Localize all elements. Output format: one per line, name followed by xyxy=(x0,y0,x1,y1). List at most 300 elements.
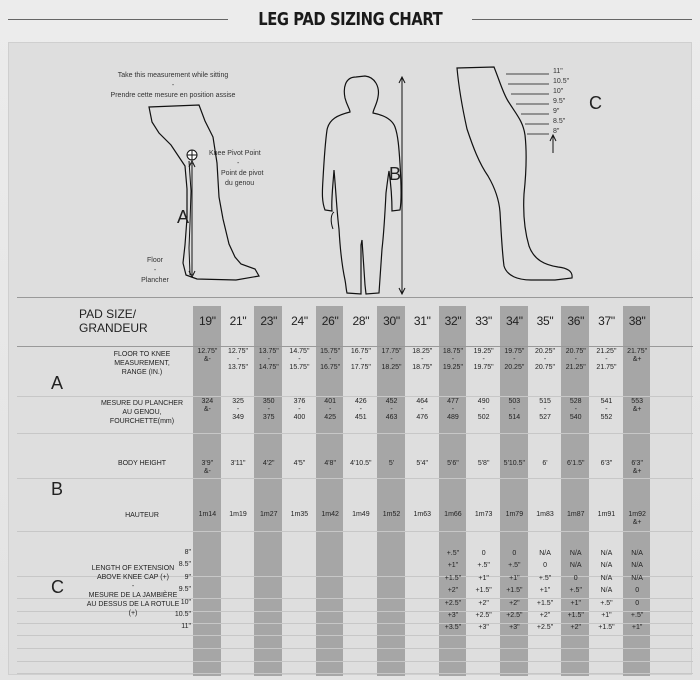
sitting-note-dash: - xyxy=(171,82,175,89)
hauteur-value-line: 1m49 xyxy=(352,511,370,518)
floor-dash: - xyxy=(153,267,157,274)
floor-knee-value-line: - xyxy=(574,356,577,363)
hauteur-value xyxy=(438,511,469,519)
plancher-value-line: - xyxy=(328,406,332,413)
plancher-value-line: - xyxy=(605,406,608,413)
size-label: 23" xyxy=(260,314,278,328)
knee-pivot-fr-1: Point de pivot xyxy=(221,170,264,177)
plancher-value-line: - xyxy=(421,406,424,413)
extension-value: N/A xyxy=(631,574,643,582)
floor-knee-value-line: 17.75" xyxy=(350,364,371,371)
hauteur-value-line: 1m87 xyxy=(566,511,585,518)
plancher-value-line: - xyxy=(359,406,363,413)
body-height-value-line: 6' xyxy=(542,460,548,467)
body-height-value xyxy=(346,460,377,468)
hauteur-value-line: 1m63 xyxy=(413,511,431,518)
size-label: 34" xyxy=(505,314,523,328)
table-rule xyxy=(17,396,693,397)
plancher-value-line: 489 xyxy=(447,414,459,421)
table-rule xyxy=(17,297,693,298)
floor-knee-value xyxy=(253,348,284,372)
floor-knee-value-line: 18.75" xyxy=(412,364,433,371)
floor-knee-value xyxy=(223,348,254,372)
plancher-label-line: FOURCHETTE(mm) xyxy=(109,418,175,425)
extension-value: +2.5" xyxy=(444,599,462,607)
plancher-value-line: 401 xyxy=(324,398,336,405)
plancher-value-line: 400 xyxy=(293,414,306,421)
size-label: 38" xyxy=(628,314,646,328)
hauteur-value xyxy=(346,511,377,519)
floor-knee-value-line: - xyxy=(298,356,301,363)
floor-knee-value-line: &+ xyxy=(632,356,642,363)
plancher-value xyxy=(253,398,284,422)
plancher-value xyxy=(530,398,561,422)
body-height-value xyxy=(468,460,499,468)
body-height-value xyxy=(192,460,223,476)
hauteur-value xyxy=(315,511,346,519)
extension-value: +1.5" xyxy=(536,599,554,607)
extension-value: 0 xyxy=(481,550,486,557)
extension-value: N/A xyxy=(600,562,613,570)
extension-value: N/A xyxy=(539,550,551,557)
pad-size-header-line: PAD SIZE/ xyxy=(79,307,137,321)
extension-value: +1.5" xyxy=(598,624,615,632)
hauteur-value xyxy=(192,511,223,519)
floor-knee-value-line: 21.75" xyxy=(596,364,617,371)
body-height-value-line: 4'2" xyxy=(262,460,275,467)
size-label: 24" xyxy=(291,314,308,328)
hauteur-value-line: 1m83 xyxy=(536,511,554,518)
extension-label-line: (+) xyxy=(128,610,138,617)
floor-knee-value-line: - xyxy=(451,356,455,363)
floor-fr: Plancher xyxy=(141,277,169,284)
plancher-value-line: 528 xyxy=(569,398,582,405)
table-rule xyxy=(17,478,693,479)
plancher-value xyxy=(499,398,530,422)
extension-row-label: 9.5" xyxy=(178,586,191,594)
extension-label-line: LENGTH OF EXTENSION xyxy=(91,565,175,572)
floor-knee-value-line: 18.25" xyxy=(381,364,402,371)
plancher-value xyxy=(438,398,469,422)
knee-pivot-fr-2: du genou xyxy=(225,180,255,187)
plancher-value-line: 349 xyxy=(232,414,244,421)
plancher-value xyxy=(223,398,254,422)
body-height-value-line: 6'3" xyxy=(631,460,643,467)
extension-row-label: 11" xyxy=(181,623,191,631)
plancher-value xyxy=(622,398,653,414)
extension-row-label: 9" xyxy=(184,573,191,581)
hauteur-value xyxy=(499,511,530,519)
hauteur-value xyxy=(253,511,284,519)
ext-tick-label-10-5: 10.5" xyxy=(553,78,570,85)
hauteur-value-line: 1m92 xyxy=(628,511,646,518)
table-rule xyxy=(17,433,693,434)
plancher-value-line: 324 xyxy=(201,398,214,405)
extension-label-line: MESURE DE LA JAMBIÈRE xyxy=(88,592,178,599)
table-rule xyxy=(17,648,693,649)
floor-knee-value xyxy=(284,348,315,372)
extension-value: +2" xyxy=(570,624,581,632)
plancher-value-line: 552 xyxy=(600,414,613,421)
extension-row-label: 8.5" xyxy=(178,561,191,569)
figure-letter-a: A xyxy=(177,207,190,227)
floor-knee-value-line: 19.25" xyxy=(442,364,463,371)
floor-knee-value-line: 14.75" xyxy=(258,364,279,371)
floor-to-knee-label xyxy=(87,350,197,377)
floor-knee-value xyxy=(622,348,653,364)
floor-en: Floor xyxy=(147,257,163,264)
extension-value: N/A xyxy=(600,550,613,557)
body-height-label: BODY HEIGHT xyxy=(117,460,167,467)
size-label: 31" xyxy=(413,314,431,328)
size-label: 33" xyxy=(475,314,492,328)
extension-value: +.5" xyxy=(477,562,490,570)
hauteur-value-line: 1m14 xyxy=(198,511,217,518)
floor-knee-value-line: 20.75" xyxy=(565,348,586,355)
body-height-value xyxy=(560,460,591,468)
body-height-value-line: &+ xyxy=(632,468,642,475)
plancher-label-line: MESURE DU PLANCHER xyxy=(100,400,184,407)
body-height-value xyxy=(223,460,254,468)
table-rule xyxy=(17,531,693,532)
plancher-value-line: 502 xyxy=(477,414,490,421)
body-height-value-line: 6'1.5" xyxy=(567,460,585,467)
plancher-value xyxy=(407,398,438,422)
ext-tick-label-11: 11" xyxy=(553,68,563,75)
plancher-value xyxy=(468,398,499,422)
figure-area xyxy=(9,43,693,303)
hauteur-value xyxy=(223,511,254,519)
plancher-value-line: 350 xyxy=(262,398,275,405)
plancher-value-line: - xyxy=(390,406,393,413)
floor-knee-value xyxy=(315,348,346,372)
hauteur-value xyxy=(284,511,315,519)
body-height-value-line: 4'5" xyxy=(293,460,306,467)
floor-knee-value-line: - xyxy=(513,356,516,363)
floor-knee-value xyxy=(560,348,591,372)
extension-value: +2" xyxy=(478,599,489,607)
body-height-value-line: 5'6" xyxy=(447,460,459,467)
table-rule xyxy=(17,635,693,636)
hauteur-value xyxy=(530,511,561,519)
size-label: 21" xyxy=(229,314,247,328)
plancher-value-line: 464 xyxy=(416,398,429,405)
plancher-value-line: 376 xyxy=(293,398,306,405)
hand-detail xyxy=(331,212,334,229)
table-rule xyxy=(17,661,693,662)
plancher-value-line: - xyxy=(543,406,547,413)
body-height-value-line: 5'8" xyxy=(477,460,490,467)
extension-value: +.5" xyxy=(446,550,460,557)
floor-knee-value xyxy=(438,348,469,372)
floor-knee-value xyxy=(407,348,438,372)
floor-to-knee-label-line: FLOOR TO KNEE xyxy=(113,351,171,358)
extension-label-line: AU DESSUS DE LA ROTULE xyxy=(86,601,180,608)
extension-value: N/A xyxy=(569,562,582,570)
body-height-value-line: 6'3" xyxy=(600,460,613,467)
extension-value: +1" xyxy=(478,574,489,582)
extension-value: +1.5" xyxy=(506,587,523,595)
body-height-value-line: 5'4" xyxy=(416,460,429,467)
floor-knee-value-line: 21.75" xyxy=(627,348,648,355)
floor-knee-value-line: 21.25" xyxy=(596,348,617,355)
floor-knee-value-line: 18.25" xyxy=(412,348,433,355)
floor-knee-value-line: 21.25" xyxy=(565,364,586,371)
plancher-value-line: 553 xyxy=(631,398,643,405)
plancher-label xyxy=(87,399,197,426)
title-rule-left xyxy=(8,19,228,20)
floor-knee-value xyxy=(591,348,622,372)
extension-value: +1" xyxy=(539,587,551,595)
floor-knee-value-line: 13.75" xyxy=(258,348,279,355)
floor-knee-value xyxy=(192,348,223,364)
hauteur-value-line: 1m52 xyxy=(382,511,401,518)
floor-knee-value-line: 20.25" xyxy=(504,364,525,371)
size-label: 37" xyxy=(598,314,615,328)
plancher-value-line: 425 xyxy=(324,414,336,421)
body-height-value xyxy=(438,460,469,468)
size-label: 19" xyxy=(198,314,216,328)
extension-value: +1.5" xyxy=(475,587,492,595)
hauteur-value-line: 1m42 xyxy=(321,511,339,518)
floor-knee-value-line: 15.75" xyxy=(320,348,341,355)
floor-knee-value-line: - xyxy=(267,356,270,363)
extension-value: +1" xyxy=(631,624,643,632)
extension-value: +2" xyxy=(509,599,520,607)
plancher-value-line: 452 xyxy=(385,398,398,405)
floor-knee-value-line: 13.75" xyxy=(228,364,249,371)
extension-value: N/A xyxy=(631,562,643,570)
body-height-value-line: 4'8" xyxy=(324,460,336,467)
hauteur-label: HAUTEUR xyxy=(125,512,159,519)
extension-value: N/A xyxy=(631,550,643,557)
hauteur-value-line: 1m27 xyxy=(259,511,278,518)
body-height-value-line: 3'9" xyxy=(201,460,214,467)
plancher-value-line: 426 xyxy=(355,398,367,405)
floor-knee-value-line: - xyxy=(482,356,485,363)
hauteur-value-line: 1m73 xyxy=(474,511,493,518)
plancher-value-line: 514 xyxy=(508,414,521,421)
floor-knee-value-line: 19.75" xyxy=(473,364,494,371)
extension-value: +.5" xyxy=(569,587,582,595)
floor-knee-value-line: 19.25" xyxy=(473,348,494,355)
ext-tick-label-10: 10" xyxy=(553,88,564,95)
plancher-value-line: - xyxy=(574,406,577,413)
floor-knee-value xyxy=(530,348,561,372)
extension-value: +3.5" xyxy=(444,624,462,632)
floor-knee-value-line: - xyxy=(605,356,608,363)
chart-panel xyxy=(8,42,692,675)
size-label: 32" xyxy=(444,314,462,328)
table-rule xyxy=(17,673,693,674)
floor-knee-value-line: - xyxy=(236,356,240,363)
body-height-value xyxy=(622,460,653,476)
body-height-value xyxy=(376,460,407,468)
extension-value: 0 xyxy=(512,550,517,557)
body-height-value xyxy=(530,460,561,468)
body-height-value xyxy=(499,460,530,468)
extension-row-label: 10.5" xyxy=(174,611,191,618)
extension-value: +1.5" xyxy=(567,612,584,619)
plancher-label-line: AU GENOU, xyxy=(122,409,162,416)
extension-value: N/A xyxy=(569,550,582,557)
size-label: 28" xyxy=(352,314,370,328)
body-height-value-line: 3'11" xyxy=(230,460,246,467)
floor-to-knee-label-line: MEASUREMENT, xyxy=(114,360,170,367)
hauteur-value-line: &+ xyxy=(632,519,642,526)
body-height-value xyxy=(591,460,622,468)
extension-value: +1" xyxy=(601,612,612,619)
body-height-value xyxy=(284,460,315,468)
plancher-value-line: - xyxy=(513,406,516,413)
plancher-value-line: &+ xyxy=(632,406,642,413)
plancher-value-line: - xyxy=(236,406,240,413)
extension-arrow-icon xyxy=(550,135,556,153)
extension-value: 0 xyxy=(635,587,640,595)
extension-label-line: - xyxy=(131,583,135,590)
plancher-value-line: 375 xyxy=(262,414,275,421)
floor-knee-value-line: 19.75" xyxy=(504,348,525,355)
ext-tick-label-9: 9" xyxy=(553,108,560,115)
floor-knee-value-line: 16.75" xyxy=(350,348,371,355)
extension-value: +3" xyxy=(509,624,520,632)
floor-knee-value-line: 18.75" xyxy=(442,348,463,355)
knee-pivot-label xyxy=(209,149,289,189)
floor-knee-value xyxy=(468,348,499,372)
extension-value: +1" xyxy=(447,562,459,570)
extension-value: +2.5" xyxy=(536,624,554,632)
table-rule xyxy=(17,346,693,347)
hauteur-value xyxy=(560,511,591,519)
plancher-value-line: 463 xyxy=(385,414,398,421)
plancher-value-line: 503 xyxy=(508,398,521,405)
ext-tick-label-8: 8" xyxy=(553,128,560,135)
size-label: 36" xyxy=(567,314,585,328)
extension-value: +.5" xyxy=(630,612,644,619)
plancher-value-line: - xyxy=(451,406,455,413)
plancher-value-line: - xyxy=(482,406,485,413)
extension-value: +1" xyxy=(570,599,581,607)
extension-row-label: 10" xyxy=(180,598,191,606)
plancher-value-line: 477 xyxy=(447,398,459,405)
floor-knee-value-line: &- xyxy=(203,356,211,363)
extension-value: 0 xyxy=(635,599,640,607)
extension-value: +.5" xyxy=(600,599,613,607)
size-label: 30" xyxy=(383,314,400,328)
extension-value: +1.5" xyxy=(444,574,462,582)
pad-size-header xyxy=(79,307,179,335)
floor-knee-value xyxy=(499,348,530,372)
floor-label xyxy=(133,256,177,286)
pad-size-header-line: GRANDEUR xyxy=(79,321,148,335)
hauteur-value xyxy=(591,511,622,519)
knee-pivot-dash: - xyxy=(237,160,240,167)
plancher-value xyxy=(192,398,223,414)
extension-label-line: ABOVE KNEE CAP (+) xyxy=(96,574,170,581)
size-label: 26" xyxy=(321,314,339,328)
plancher-value xyxy=(284,398,315,422)
hauteur-value xyxy=(622,511,653,527)
floor-knee-value-line: 14.75" xyxy=(289,348,310,355)
body-figure-outline xyxy=(322,76,401,294)
body-height-value xyxy=(315,460,346,468)
plancher-value xyxy=(591,398,622,422)
ext-tick-label-9-5: 9.5" xyxy=(553,98,566,105)
figure-letter-c: C xyxy=(589,93,602,113)
hauteur-value xyxy=(468,511,499,519)
extension-value: N/A xyxy=(600,587,613,595)
sitting-note-en: Take this measurement while sitting xyxy=(117,72,229,79)
plancher-value xyxy=(315,398,346,422)
plancher-value-line: - xyxy=(267,406,270,413)
plancher-value-line: 515 xyxy=(539,398,551,405)
body-height-value xyxy=(407,460,438,468)
plancher-value xyxy=(346,398,377,422)
floor-knee-value-line: 17.75" xyxy=(381,348,402,355)
body-height-value-line: 5' xyxy=(388,460,395,467)
leg-diagrams-svg xyxy=(9,43,693,303)
floor-knee-value-line: 12.75" xyxy=(228,348,249,355)
knee-pivot-en: Knee Pivot Point xyxy=(209,150,261,157)
section-a-label: A xyxy=(51,373,64,393)
extension-value: 0 xyxy=(573,574,578,582)
floor-knee-value xyxy=(376,348,407,372)
floor-knee-value-line: 16.75" xyxy=(320,364,341,371)
plancher-value-line: 540 xyxy=(569,414,582,421)
hauteur-value xyxy=(407,511,438,519)
title-bar xyxy=(8,6,692,32)
floor-knee-value-line: - xyxy=(328,356,332,363)
title-rule-right xyxy=(472,19,692,20)
plancher-value-line: 541 xyxy=(600,398,613,405)
extension-row-label: 8" xyxy=(184,549,191,556)
floor-knee-value-line: - xyxy=(543,356,547,363)
figure-letter-b: B xyxy=(389,164,402,184)
size-label: 35" xyxy=(536,314,554,328)
extension-value: +2.5" xyxy=(475,612,492,619)
body-height-value-line: 5'10.5" xyxy=(503,460,526,467)
sitting-note-fr: Prendre cette mesure en position assise xyxy=(110,92,236,99)
hauteur-value-line: 1m91 xyxy=(597,511,616,518)
extension-value: +2" xyxy=(447,587,459,595)
hauteur-value-line: 1m66 xyxy=(444,511,462,518)
extension-value: +2.5" xyxy=(506,612,523,619)
hauteur-value-line: 1m35 xyxy=(290,511,309,518)
plancher-value-line: - xyxy=(298,406,301,413)
body-height-value-line: &- xyxy=(203,468,211,475)
floor-knee-value-line: - xyxy=(421,356,424,363)
plancher-value-line: &- xyxy=(203,406,211,413)
extension-value: N/A xyxy=(600,574,613,582)
plancher-value xyxy=(560,398,591,422)
page-title: LEG PAD SIZING CHART xyxy=(257,8,443,30)
floor-knee-value-line: 20.25" xyxy=(535,348,556,355)
plancher-value-line: 325 xyxy=(232,398,244,405)
extension-value: 0 xyxy=(543,562,547,570)
plancher-value-line: 527 xyxy=(539,414,551,421)
extension-value: +1" xyxy=(509,574,520,582)
floor-knee-value-line: 20.75" xyxy=(535,364,556,371)
floor-knee-value-line: 12.75" xyxy=(197,348,218,355)
hauteur-value xyxy=(376,511,407,519)
section-b-label: B xyxy=(51,479,64,499)
hauteur-value-line: 1m79 xyxy=(505,511,524,518)
floor-knee-value-line: 15.75" xyxy=(289,364,310,371)
sitting-leg-outline xyxy=(149,105,259,280)
extension-value: +.5" xyxy=(508,562,521,570)
extension-value: +3" xyxy=(447,612,459,619)
plancher-value-line: 490 xyxy=(477,398,490,405)
